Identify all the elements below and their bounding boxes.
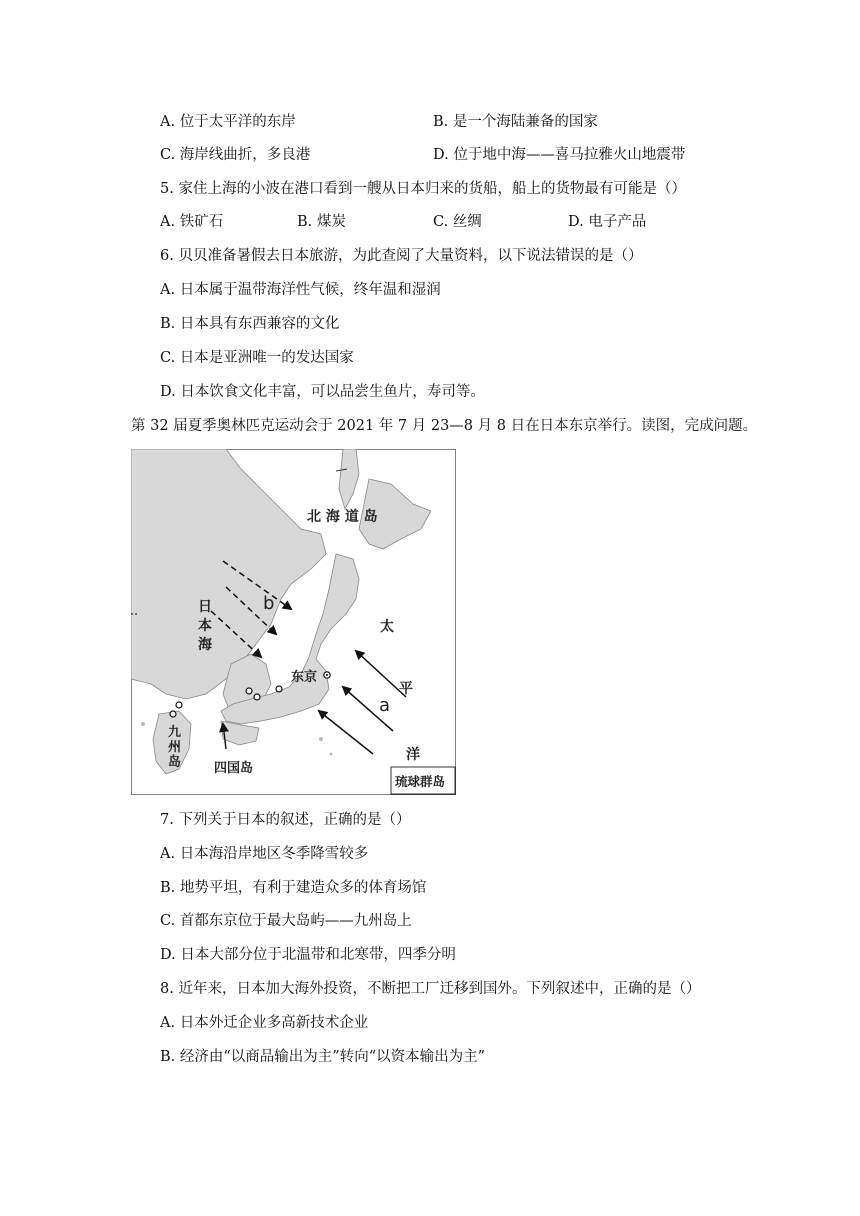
city-marker — [276, 686, 282, 692]
label-sea-japan-1: 日 — [198, 599, 212, 615]
label-sea-japan-3: 海 — [198, 637, 212, 653]
label-a: a — [379, 695, 391, 716]
q4-option-c: C. 海岸线曲折，多良港 — [160, 147, 311, 163]
label-shikoku: 四国岛 — [214, 761, 254, 776]
q5-option-b: B. 煤炭 — [297, 214, 346, 230]
q7-option-b: B. 地势平坦，有利于建造众多的体育场馆 — [160, 880, 427, 896]
label-sea-japan-2: 本 — [198, 618, 212, 634]
q7-stem: 7. 下列关于日本的叙述，正确的是（） — [160, 812, 411, 828]
q5-stem: 5. 家住上海的小波在港口看到一艘从日本归来的货船，船上的货物最有可能是（） — [160, 181, 686, 197]
label-pacific-3: 洋 — [406, 747, 420, 763]
q6-option-c: C. 日本是亚洲唯一的发达国家 — [160, 350, 354, 366]
q4-option-d: D. 位于地中海——喜马拉雅火山地震带 — [433, 147, 686, 163]
q6-option-a: A. 日本属于温带海洋性气候，终年温和湿润 — [160, 282, 441, 298]
q6-option-b: B. 日本具有东西兼容的文化 — [160, 316, 340, 332]
q8-stem: 8. 近年来，日本加大海外投资，不断把工厂迁移到国外。下列叙述中，正确的是（） — [160, 981, 701, 997]
q7-option-c: C. 首都东京位于最大岛屿——九州岛上 — [160, 913, 412, 929]
q6-option-d: D. 日本饮食文化丰富，可以品尝生鱼片，寿司等。 — [160, 384, 485, 400]
city-marker — [254, 694, 260, 700]
japan-map — [131, 449, 456, 795]
map-intro-text: 第 32 届夏季奥林匹克运动会于 2021 年 7 月 23—8 月 8 日在日本东京举行。读图，完成问题。 — [131, 418, 758, 434]
label-ryukyu: 琉球群岛 — [395, 774, 446, 789]
q7-option-a: A. 日本海沿岸地区冬季降雪较多 — [160, 846, 369, 862]
small-island — [141, 722, 145, 726]
q6-stem: 6. 贝贝准备暑假去日本旅游，为此查阅了大量资料，以下说法错误的是（） — [160, 248, 643, 264]
label-pacific-2: 平 — [399, 681, 413, 697]
label-kyushu-1: 九 — [168, 725, 182, 740]
city-marker — [246, 688, 252, 694]
label-tokyo: 东京 — [291, 670, 318, 685]
city-marker — [170, 711, 176, 717]
izu-island — [319, 737, 323, 741]
q8-option-b: B. 经济由“以商品输出为主”转向“以资本输出为主” — [160, 1049, 486, 1065]
label-kyushu-2: 州 — [168, 740, 182, 755]
q4-option-a: A. 位于太平洋的东岸 — [160, 114, 296, 130]
label-hokkaido: 北 海 道 岛 — [307, 509, 378, 525]
q4-option-b: B. 是一个海陆兼备的国家 — [433, 114, 598, 130]
q5-option-a: A. 铁矿石 — [160, 214, 224, 230]
q8-option-a: A. 日本外迁企业多高新技术企业 — [160, 1015, 369, 1031]
izu-island — [330, 753, 333, 756]
label-pacific-1: 太 — [380, 619, 394, 635]
q5-option-d: D. 电子产品 — [568, 214, 647, 230]
label-kyushu-3: 岛 — [168, 755, 182, 770]
label-b: b — [263, 593, 275, 614]
city-marker — [176, 702, 182, 708]
q5-option-c: C. 丝绸 — [433, 214, 482, 230]
q7-option-d: D. 日本大部分位于北温带和北寒带，四季分明 — [160, 947, 456, 963]
